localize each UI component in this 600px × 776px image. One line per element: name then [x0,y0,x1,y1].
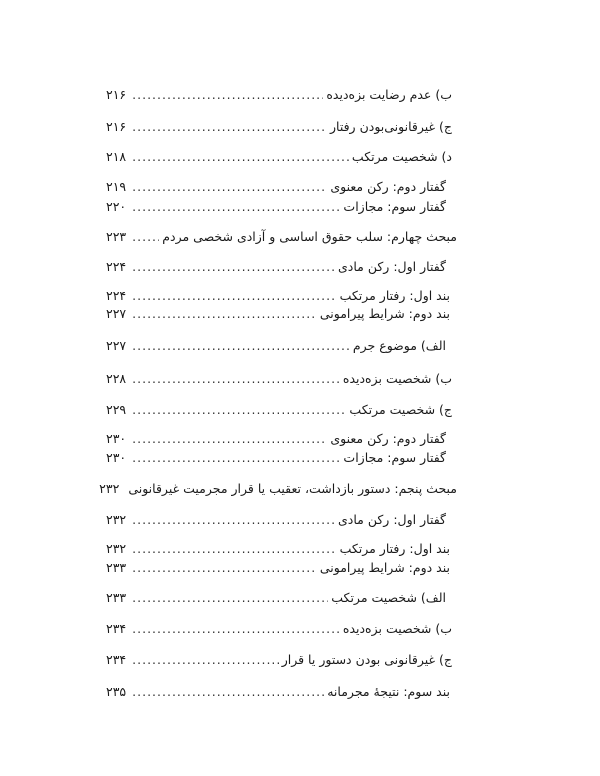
toc-entry [106,651,452,669]
dot-leader [132,337,350,355]
toc-entry [106,228,457,246]
entry-page: ۲۳۵ [106,684,127,699]
dot-leader [132,540,336,558]
dot-leader [132,449,340,467]
entry-page: ۲۱۶ [106,119,127,134]
entry-title: گفتار سوم: مجازات [343,199,446,214]
entry-title: گفتار اول: رکن مادی [338,259,446,274]
dot-leader [132,370,340,388]
dot-leader [132,178,327,196]
entry-title: ج) شخصیت مرتکب [349,402,452,417]
entry-title: د) شخصیت مرتکب [351,149,452,164]
entry-page: ۲۲۷ [106,306,127,321]
entry-title: بند اول: رفتار مرتکب [339,288,450,303]
entry-page: ۲۳۳ [106,590,127,605]
entry-title: گفتار دوم: رکن معنوی [330,179,446,194]
entry-page: ۲۲۴ [106,259,127,274]
toc-entry [106,287,450,305]
toc-entry [106,370,452,388]
toc-entry [99,480,457,498]
dot-leader [132,683,324,701]
entry-page: ۲۲۰ [106,199,127,214]
dot-leader [132,620,340,638]
toc-entry [106,449,446,467]
entry-page: ۲۳۰ [106,450,127,465]
entry-title: ج) غیرقانونی‌بودن رفتار [329,119,452,134]
entry-page: ۲۳۴ [106,621,127,636]
entry-title: گفتار اول: رکن مادی [338,512,446,527]
entry-title: بند سوم: نتیجهٔ مجرمانه [327,684,450,699]
entry-page: ۲۳۳ [106,560,127,575]
entry-page: ۲۳۲ [99,481,120,496]
dot-leader [132,118,327,136]
toc-entry [106,401,452,419]
entry-title: بند دوم: شرایط پیرامونی [319,560,450,575]
entry-title: مبحث چهارم: سلب حقوق اساسی و آزادی شخصی مردم [162,229,457,244]
entry-page: ۲۳۴ [106,652,127,667]
dot-leader [132,198,340,216]
toc-entry [106,589,446,607]
entry-title: بند دوم: شرایط پیرامونی [319,306,450,321]
entry-page: ۲۲۸ [106,371,127,386]
toc-entry [106,148,452,166]
toc-entry [106,540,450,558]
dot-leader [132,401,346,419]
entry-page: ۲۲۷ [106,338,127,353]
entry-page: ۲۲۳ [106,229,127,244]
entry-title: گفتار سوم: مجازات [343,450,446,465]
entry-title: ب) عدم رضایت بزه‌دیده [326,87,452,102]
entry-title: ب) شخصیت بزه‌دیده [342,621,452,636]
dot-leader [132,511,335,529]
toc-entry [106,511,446,529]
entry-title: ج) غیرقانونی بودن دستور یا قرار [281,652,452,667]
toc-entry [106,86,452,104]
entry-page: ۲۱۹ [106,179,127,194]
toc-entry [106,198,446,216]
dot-leader [132,559,317,577]
toc-entry [106,620,452,638]
toc-entry [106,337,446,355]
toc-entry [106,178,446,196]
toc-entry [106,305,450,323]
toc-entry [106,683,450,701]
dot-leader [132,430,327,448]
dot-leader [132,258,335,276]
entry-page: ۲۳۲ [106,512,127,527]
dot-leader [132,228,159,246]
entry-page: ۲۱۶ [106,87,127,102]
toc-entry [106,258,446,276]
entry-title: گفتار دوم: رکن معنوی [330,431,446,446]
dot-leader [132,86,323,104]
entry-page: ۲۳۲ [106,541,127,556]
entry-title: ب) شخصیت بزه‌دیده [342,371,452,386]
dot-leader [132,651,279,669]
toc-entry [106,559,450,577]
entry-page: ۲۲۹ [106,402,127,417]
entry-title: مبحث پنجم: دستور بازداشت، تعقیب یا قرار مجرمیت غیرقانونی [128,481,457,496]
dot-leader [132,589,328,607]
entry-title: الف) موضوع جرم [352,338,446,353]
entry-title: بند اول: رفتار مرتکب [339,541,450,556]
entry-page: ۲۳۰ [106,431,127,446]
dot-leader [132,305,317,323]
toc-entry [106,118,452,136]
toc-entry [106,430,446,448]
dot-leader [132,148,349,166]
entry-page: ۲۱۸ [106,149,127,164]
entry-page: ۲۲۴ [106,288,127,303]
dot-leader [132,287,336,305]
entry-title: الف) شخصیت مرتکب [331,590,446,605]
